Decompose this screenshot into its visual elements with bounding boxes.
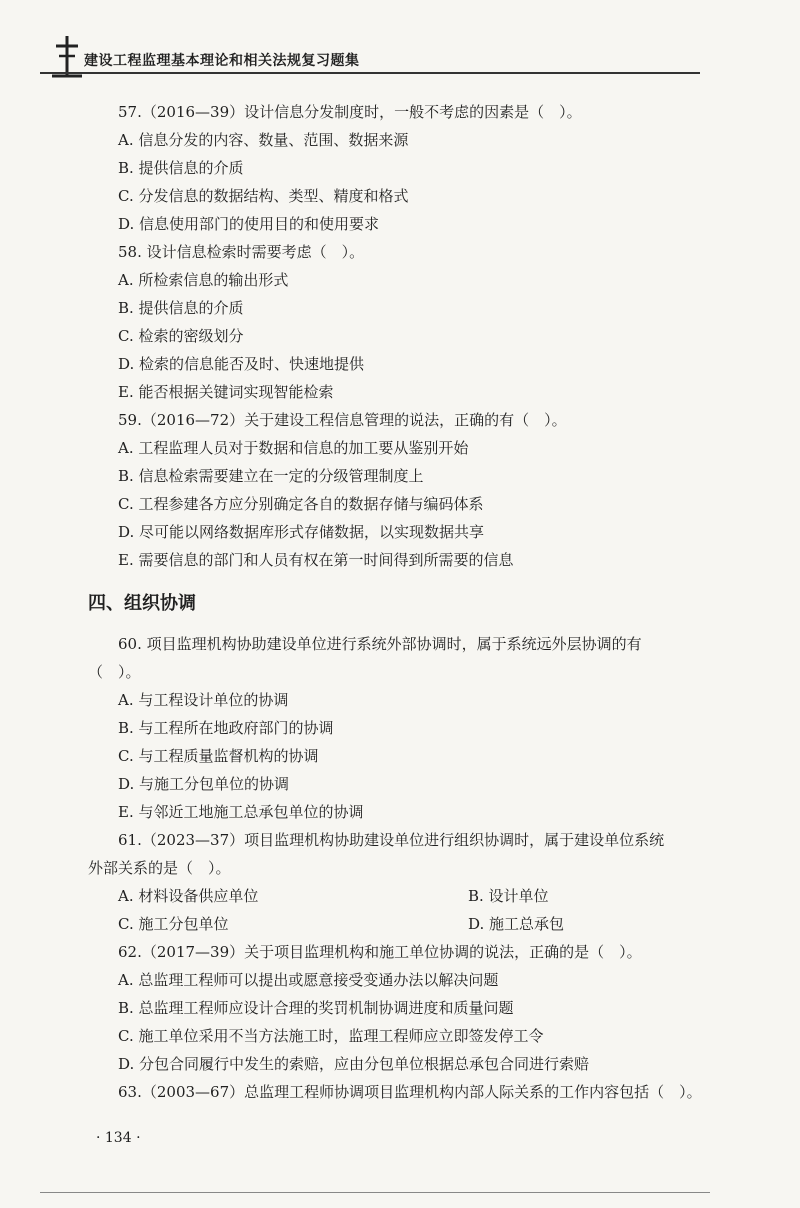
question-57-option-d: D. 信息使用部门的使用目的和使用要求	[118, 215, 380, 233]
question-61-options-row-1	[88, 882, 713, 910]
page-content	[88, 98, 713, 1106]
question-58-option-a: A. 所检索信息的输出形式	[118, 271, 289, 289]
question-57-option-b: B. 提供信息的介质	[118, 159, 244, 177]
question-59-option-b: B. 信息检索需要建立在一定的分级管理制度上	[118, 467, 424, 485]
question-61-option-d: D. 施工总承包	[468, 915, 565, 933]
page-number: · 134 ·	[96, 1130, 141, 1146]
question-63-stem: 63.（2003—67）总监理工程师协调项目监理机构内部人际关系的工作内容包括（ ）。	[118, 1083, 702, 1101]
question-58-option-e: E. 能否根据关键词实现智能检索	[118, 383, 334, 401]
question-57-option-c: C. 分发信息的数据结构、类型、精度和格式	[118, 187, 409, 205]
question-61-stem-line1: 61.（2023—37）项目监理机构协助建设单位进行组织协调时，属于建设单位系统	[118, 831, 665, 849]
question-60-option-b: B. 与工程所在地政府部门的协调	[118, 719, 334, 737]
question-61-options-row-2	[88, 910, 713, 938]
question-62-option-d: D. 分包合同履行中发生的索赔，应由分包单位根据总承包合同进行索赔	[118, 1055, 590, 1073]
question-57-option-a: A. 信息分发的内容、数量、范围、数据来源	[118, 131, 409, 149]
question-62-stem: 62.（2017—39）关于项目监理机构和施工单位协调的说法，正确的是（ ）。	[118, 943, 642, 961]
question-60-stem-line1: 60. 项目监理机构协助建设单位进行系统外部协调时，属于系统远外层协调的有	[118, 635, 642, 653]
question-59-option-e: E. 需要信息的部门和人员有权在第一时间得到所需要的信息	[118, 551, 514, 569]
question-59-option-a: A. 工程监理人员对于数据和信息的加工要从鉴别开始	[118, 439, 469, 457]
question-58-option-b: B. 提供信息的介质	[118, 299, 244, 317]
question-59-option-c: C. 工程参建各方应分别确定各自的数据存储与编码体系	[118, 495, 484, 513]
question-61-stem-line2: 外部关系的是（ ）。	[88, 859, 231, 877]
question-61-option-b: B. 设计单位	[468, 887, 549, 905]
running-header	[40, 30, 710, 82]
question-60-option-c: C. 与工程质量监督机构的协调	[118, 747, 319, 765]
question-59-stem: 59.（2016—72）关于建设工程信息管理的说法，正确的有（ ）。	[118, 411, 567, 429]
question-57-stem: 57.（2016—39）设计信息分发制度时，一般不考虑的因素是（ ）。	[118, 103, 582, 121]
question-60-option-a: A. 与工程设计单位的协调	[118, 691, 289, 709]
question-58-option-d: D. 检索的信息能否及时、快速地提供	[118, 355, 365, 373]
footer-rule	[40, 1192, 710, 1193]
question-59-option-d: D. 尽可能以网络数据库形式存储数据，以实现数据共享	[118, 523, 485, 541]
question-62-option-c: C. 施工单位采用不当方法施工时，监理工程师应立即签发停工令	[118, 1027, 544, 1045]
question-60-option-e: E. 与邻近工地施工总承包单位的协调	[118, 803, 364, 821]
question-60-stem-line2: （ ）。	[88, 663, 141, 681]
question-62-option-a: A. 总监理工程师可以提出或愿意接受变通办法以解决问题	[118, 971, 499, 989]
question-58-option-c: C. 检索的密级划分	[118, 327, 244, 345]
header-rule	[40, 72, 700, 74]
question-62-option-b: B. 总监理工程师应设计合理的奖罚机制协调进度和质量问题	[118, 999, 514, 1017]
question-61-option-c: C. 施工分包单位	[118, 915, 229, 933]
question-60-option-d: D. 与施工分包单位的协调	[118, 775, 290, 793]
question-58-stem: 58. 设计信息检索时需要考虑（ ）。	[118, 243, 365, 261]
section-heading: 四、组织协调	[88, 593, 196, 614]
book-title: 建设工程监理基本理论和相关法规复习题集	[84, 53, 360, 69]
question-61-option-a: A. 材料设备供应单位	[118, 887, 259, 905]
